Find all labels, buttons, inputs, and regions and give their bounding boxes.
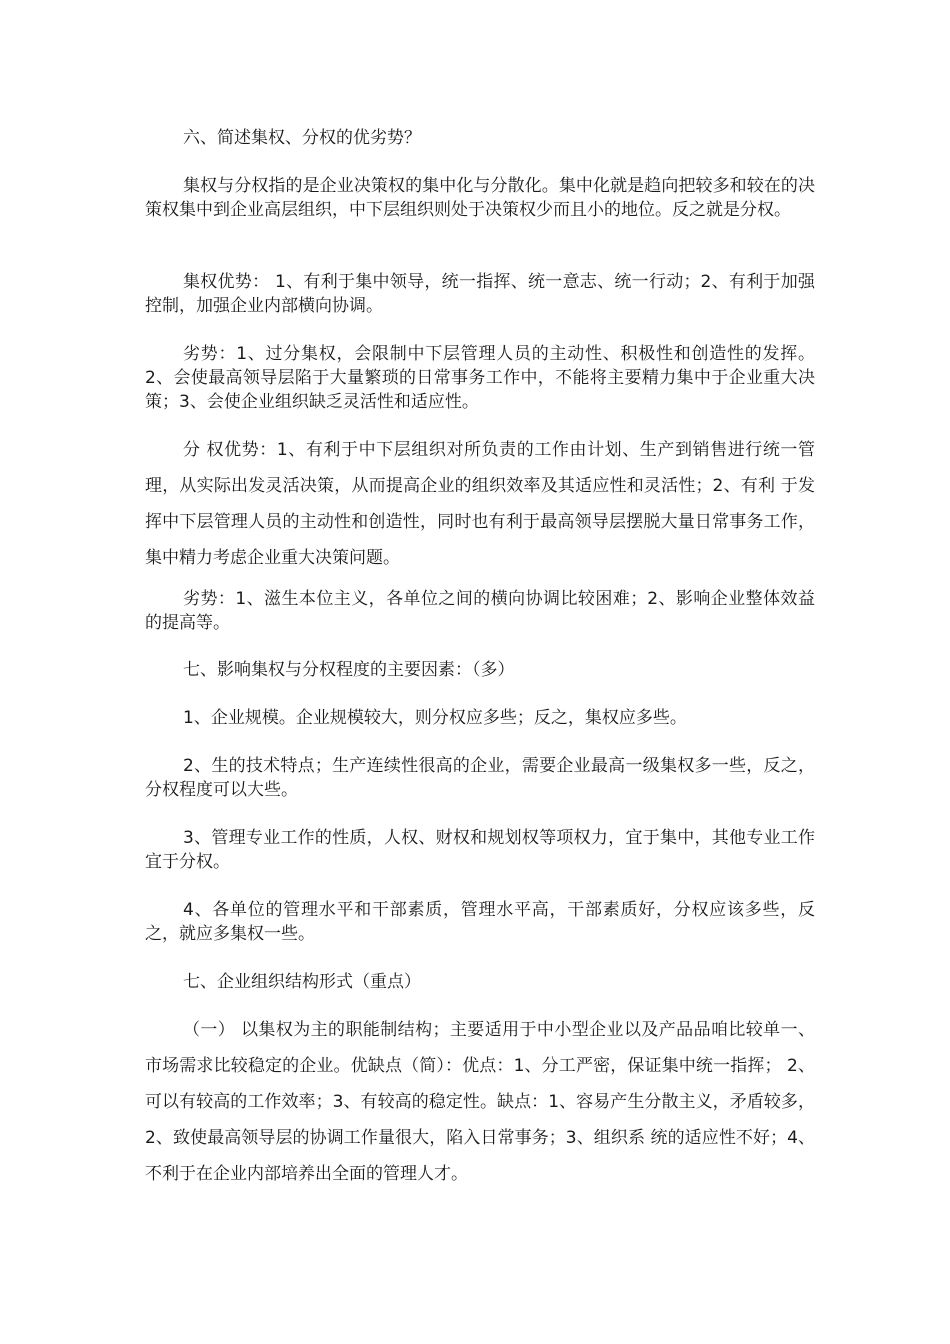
paragraph-definition: 集权与分权指的是企业决策权的集中化与分散化。集中化就是趋向把较多和较在的决策权集中到企业高层组织，中下层组织则处于决策权少而且小的地位。反之就是分权。 [145,176,815,220]
paragraph-centralization-disadvantages: 劣势：1、过分集权，会限制中下层管理人员的主动性、积极性和创造性的发挥。2、会使最高领导层陷于大量繁琐的日常事务工作中，不能将主要精力集中于企业重大决策；3、会使企业组织缺乏灵活性和适应性。 [145,344,815,412]
paragraph-decentralization-disadvantages: 劣势：1、滋生本位主义，各单位之间的横向协调比较困难；2、影响企业整体效益的提高等。 [145,589,815,633]
list-item-factor-3: 3、管理专业工作的性质，人权、财权和规划权等项权力，宜于集中，其他专业工作宜于分权。 [145,828,815,872]
list-item-factor-1: 1、企业规模。企业规模较大，则分权应多些；反之，集权应多些。 [183,708,687,728]
paragraph-decentralization-advantages: 分 权优势：1、有利于中下层组织对所负责的工作由计划、生产到销售进行统一管理，从实际出发灵活决策，从而提高企业的组织效率及其适应性和灵活性；2、有利 于发挥中下层管理人员的主动性和创造性，同时也有利于最高领导层摆脱大量日常事务工作，集中精力考虑企业重大决策问题。 [145,440,815,568]
list-item-factor-2: 2、生的技术特点；生产连续性很高的企业，需要企业最高一级集权多一些，反之，分权程度可以大些。 [145,756,815,800]
paragraph-functional-structure: （一） 以集权为主的职能制结构；主要适用于中小型企业以及产品品咱比较单一、市场需求比较稳定的企业。优缺点（简）：优点：1、分工严密，保证集中统一指挥； 2、可以有较高的工作效率；3、有较高的稳定性。缺点：1、容易产生分散主义，矛盾较多，2、致使最高领导层的协调工作量很大，陷入日常事务；3、组织系 统的适应性不好；4、不利于在企业内部培养出全面的管理人才。 [145,1020,815,1184]
paragraph-centralization-advantages: 集权优势： 1、有利于集中领导，统一指挥、统一意志、统一行动；2、有利于加强控制，加强企业内部横向协调。 [145,272,815,316]
list-item-factor-4: 4、各单位的管理水平和干部素质，管理水平高，干部素质好，分权应该多些，反之，就应多集权一些。 [145,900,815,944]
section-heading-seven-structure: 七、企业组织结构形式（重点） [183,972,421,992]
section-heading-six: 六、简述集权、分权的优劣势？ [183,128,421,148]
section-heading-seven-factors: 七、影响集权与分权程度的主要因素：（多） [183,660,515,680]
